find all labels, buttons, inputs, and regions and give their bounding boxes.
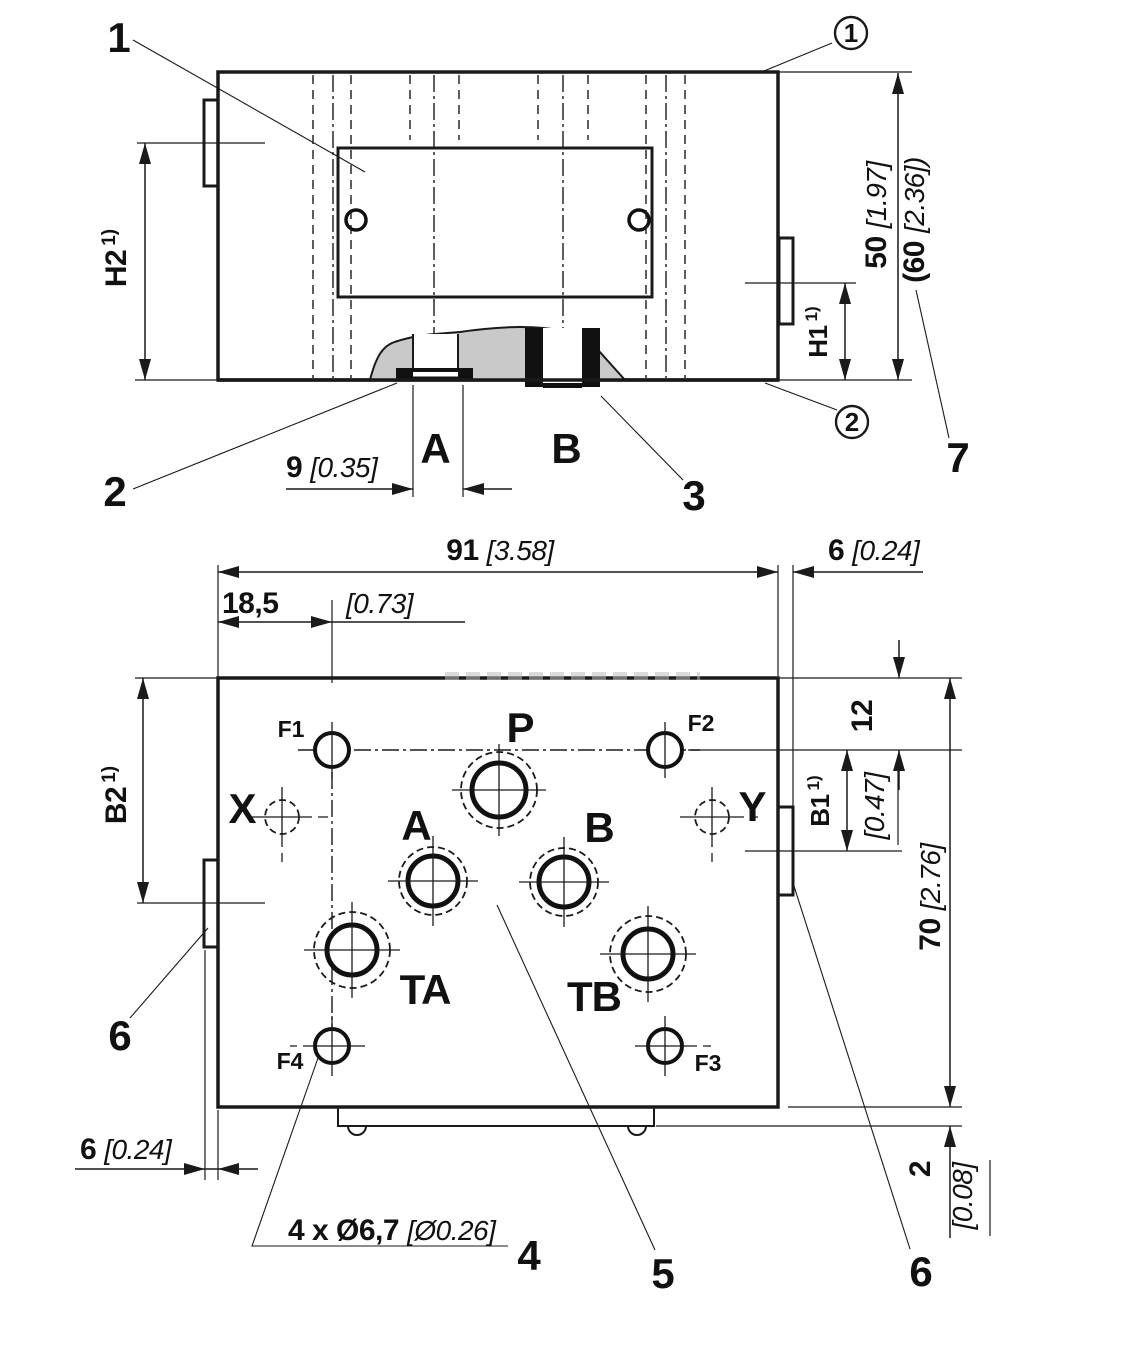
port-b-seat-right [582, 328, 600, 387]
label-p: P [506, 704, 534, 751]
bottom-step-strip [338, 1107, 654, 1135]
balloon-1 [764, 17, 867, 71]
callout-7-label: 7 [946, 434, 970, 481]
dim-b1-text: B11) [804, 775, 835, 827]
dim-h1 [802, 283, 851, 380]
mounting-hole-left [346, 210, 366, 230]
label-ta: TA [399, 966, 451, 1013]
callout-2-label: 2 [103, 468, 127, 515]
dim-b1-inch: [0.47] [859, 772, 890, 840]
callout-4-label: 4 [517, 1232, 541, 1279]
balloon-2 [765, 383, 868, 438]
dim-h1-text: H11) [802, 306, 833, 358]
side-port-b-label: B [551, 425, 581, 472]
strip-bump-left [348, 1126, 366, 1135]
dim-6-top-text: 6 [0.24] [828, 534, 920, 567]
callout-2 [103, 383, 397, 515]
port-b-seat-left [525, 328, 543, 387]
callout-3 [601, 396, 706, 519]
dim-185-inch: [0.73] [346, 588, 414, 619]
label-x: X [228, 785, 256, 832]
dim-step-2 [656, 1107, 990, 1238]
dim-6-bottom [75, 950, 258, 1180]
dim-h2 [99, 143, 151, 380]
dim-height-70 [914, 678, 956, 1107]
port-a [388, 836, 478, 926]
dim-6-bottom-text: 6 [0.24] [80, 1133, 172, 1166]
callout-6-left-label: 6 [108, 1012, 132, 1059]
callout-3-label: 3 [682, 472, 706, 519]
casting-cross-section [218, 327, 778, 388]
label-tb: TB [567, 973, 621, 1020]
dim-50-text: 50[1.97] [860, 161, 893, 269]
label-f2: F2 [687, 710, 715, 736]
dim-12-text: 12 [846, 699, 879, 733]
dim-91-text: 91 [3.58] [446, 534, 554, 567]
side-right-tab [779, 238, 793, 324]
dim-height-50 [860, 73, 931, 380]
dim-2-text: 2 [904, 1160, 937, 1178]
callout-1-label: 1 [107, 14, 131, 61]
callout-6-right-label: 6 [909, 1248, 933, 1295]
callout-6-right [793, 883, 933, 1295]
balloon-2-label: 2 [844, 407, 860, 437]
callout-6-left [108, 928, 208, 1059]
label-b: B [584, 804, 614, 851]
dim-b1 [804, 750, 898, 851]
dim-b2-text: B21) [99, 765, 133, 825]
side-port-a-label: A [420, 425, 450, 472]
dim-70-text: 70[2.76] [914, 843, 947, 951]
port-p [452, 744, 546, 836]
dim-b2 [99, 678, 149, 903]
dim-port-slot [286, 385, 512, 497]
label-y: Y [738, 783, 766, 830]
label-a: A [401, 802, 431, 849]
port-ta [304, 902, 400, 998]
dim-185-text: 18,5 [222, 587, 279, 620]
hole-note-text: 4 x Ø6,7 [Ø0.26] [288, 1214, 496, 1247]
balloon-1-label: 1 [843, 18, 859, 48]
callout-5-label: 5 [651, 1250, 675, 1297]
port-x [252, 787, 328, 862]
strip-bump-right [628, 1126, 646, 1135]
dim-2-inch: [0.08] [947, 1162, 978, 1230]
top-view [75, 534, 990, 1297]
label-f4: F4 [276, 1048, 304, 1074]
callout-7 [916, 290, 970, 481]
side-view [99, 14, 970, 519]
dim-slot-text: 9 [0.35] [286, 451, 378, 484]
plate-outline [218, 678, 778, 1107]
dim-h2-text: H21) [99, 228, 133, 288]
mounting-face-outline [338, 148, 652, 297]
label-f1: F1 [277, 716, 305, 742]
dim-60-text: (60[2.36]) [898, 157, 931, 283]
label-f3: F3 [694, 1050, 722, 1076]
callout-4 [252, 1058, 541, 1279]
dim-f-offset [218, 587, 465, 683]
dim-12 [688, 640, 962, 790]
